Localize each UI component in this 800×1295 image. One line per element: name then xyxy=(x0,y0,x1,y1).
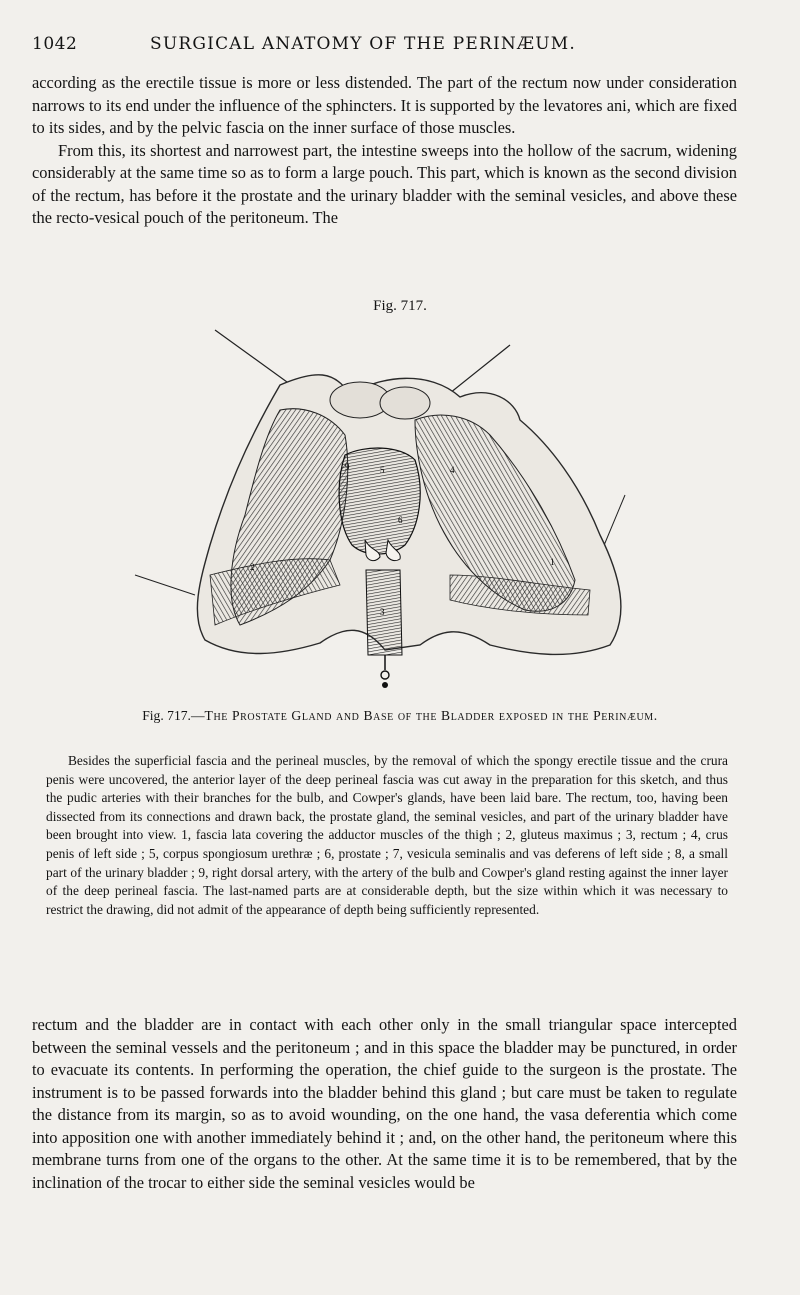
running-title: SURGICAL ANATOMY OF THE PERINÆUM. xyxy=(150,34,576,54)
anatomical-illustration xyxy=(130,325,670,695)
caption-paragraph: Besides the superficial fascia and the perineal muscles, by the removal of which the spongy erectile tissue and the crura penis were uncovered, the anterior layer of the deep perineal fascia was cut away in the preparation for this sketch, and thus the pudic arteries with their branches for the bulb, and Cowper's glands, have been laid bare. The rectum, too, having been dissected from its connections and drawn back, the prostate gland, the seminal vesicles, and part of the urinary bladder have been brought into view. 1, fascia lata covering the adductor muscles of the thigh ; 2, gluteus maximus ; 3, rectum ; 4, crus penis of left side ; 5, corpus spongiosum urethræ ; 6, prostate ; 7, vesicula seminalis and vas deferens of left side ; 8, a small part of the urinary bladder ; 9, right dorsal artery, with the artery of the bulb and Cowper's gland resting against the inner layer of the deep perineal fascia. The last-named parts are at considerable depth, but the size within which it was necessary to restrict the drawing, did not admit of the appearance of depth being sufficiently represented. xyxy=(46,753,728,917)
page-header xyxy=(32,34,760,58)
figure-label: Fig. 717. xyxy=(373,298,427,314)
paragraph: From this, its shortest and narrowest part, the intestine sweeps into the hollow of the sacrum, widening considerably at the same time so as to form a large pouch. This part, which is known as the second division of the rectum, has before it the prostate and the urinary bladder with the seminal vesicles, and above these the recto-vesical pouch of the peritoneum. The xyxy=(32,140,737,227)
figure-caption-title xyxy=(60,706,740,725)
retractor-line-right xyxy=(450,345,510,393)
label-5: 5 xyxy=(380,465,385,475)
figure-caption-body xyxy=(46,752,728,919)
label-4: 4 xyxy=(450,465,455,475)
top-text-block xyxy=(32,72,737,230)
caption-heading: The Prostate Gland and Base of the Bladder exposed in the Perinæum. xyxy=(204,708,658,723)
page-number: 1042 xyxy=(32,34,78,54)
prostate xyxy=(339,448,420,554)
caption-prefix: Fig. 717.— xyxy=(142,708,205,723)
label-3: 3 xyxy=(380,607,385,617)
paragraph-continuation: according as the erectile tissue is more or less distended. The part of the rectum now under consideration narrows to its end under the influence of the sphincters. It is supported by the levatores ani, which are fixed to its sides, and by the pelvic fascia on the inner surface of those muscles. xyxy=(32,73,737,137)
label-6: 6 xyxy=(398,515,403,525)
label-2: 2 xyxy=(250,562,255,572)
bottom-text-block xyxy=(32,1014,737,1194)
paragraph-bottom: rectum and the bladder are in contact with each other only in the small triangular space intercepted between the seminal vessels and the peritoneum ; and in this space the bladder may be punctured, in order to evacuate its contents. In performing the operation, the chief guide to the surgeon is the prostate. The instrument is to be passed forwards into the bladder behind this gland ; but care must be taken to regulate the distance from its margin, so as to avoid wounding, on the one hand, the vasa deferentia which come into apposition one with another immediately behind it ; and, on the other hand, the peritoneum where this membrane turns from one of the organs to the other. At the same time it is to be remembered, that by the inclination of the trocar to either side the seminal vesicles would be xyxy=(32,1015,737,1192)
label-9: 9 xyxy=(345,462,350,472)
label-1: 1 xyxy=(550,557,555,567)
